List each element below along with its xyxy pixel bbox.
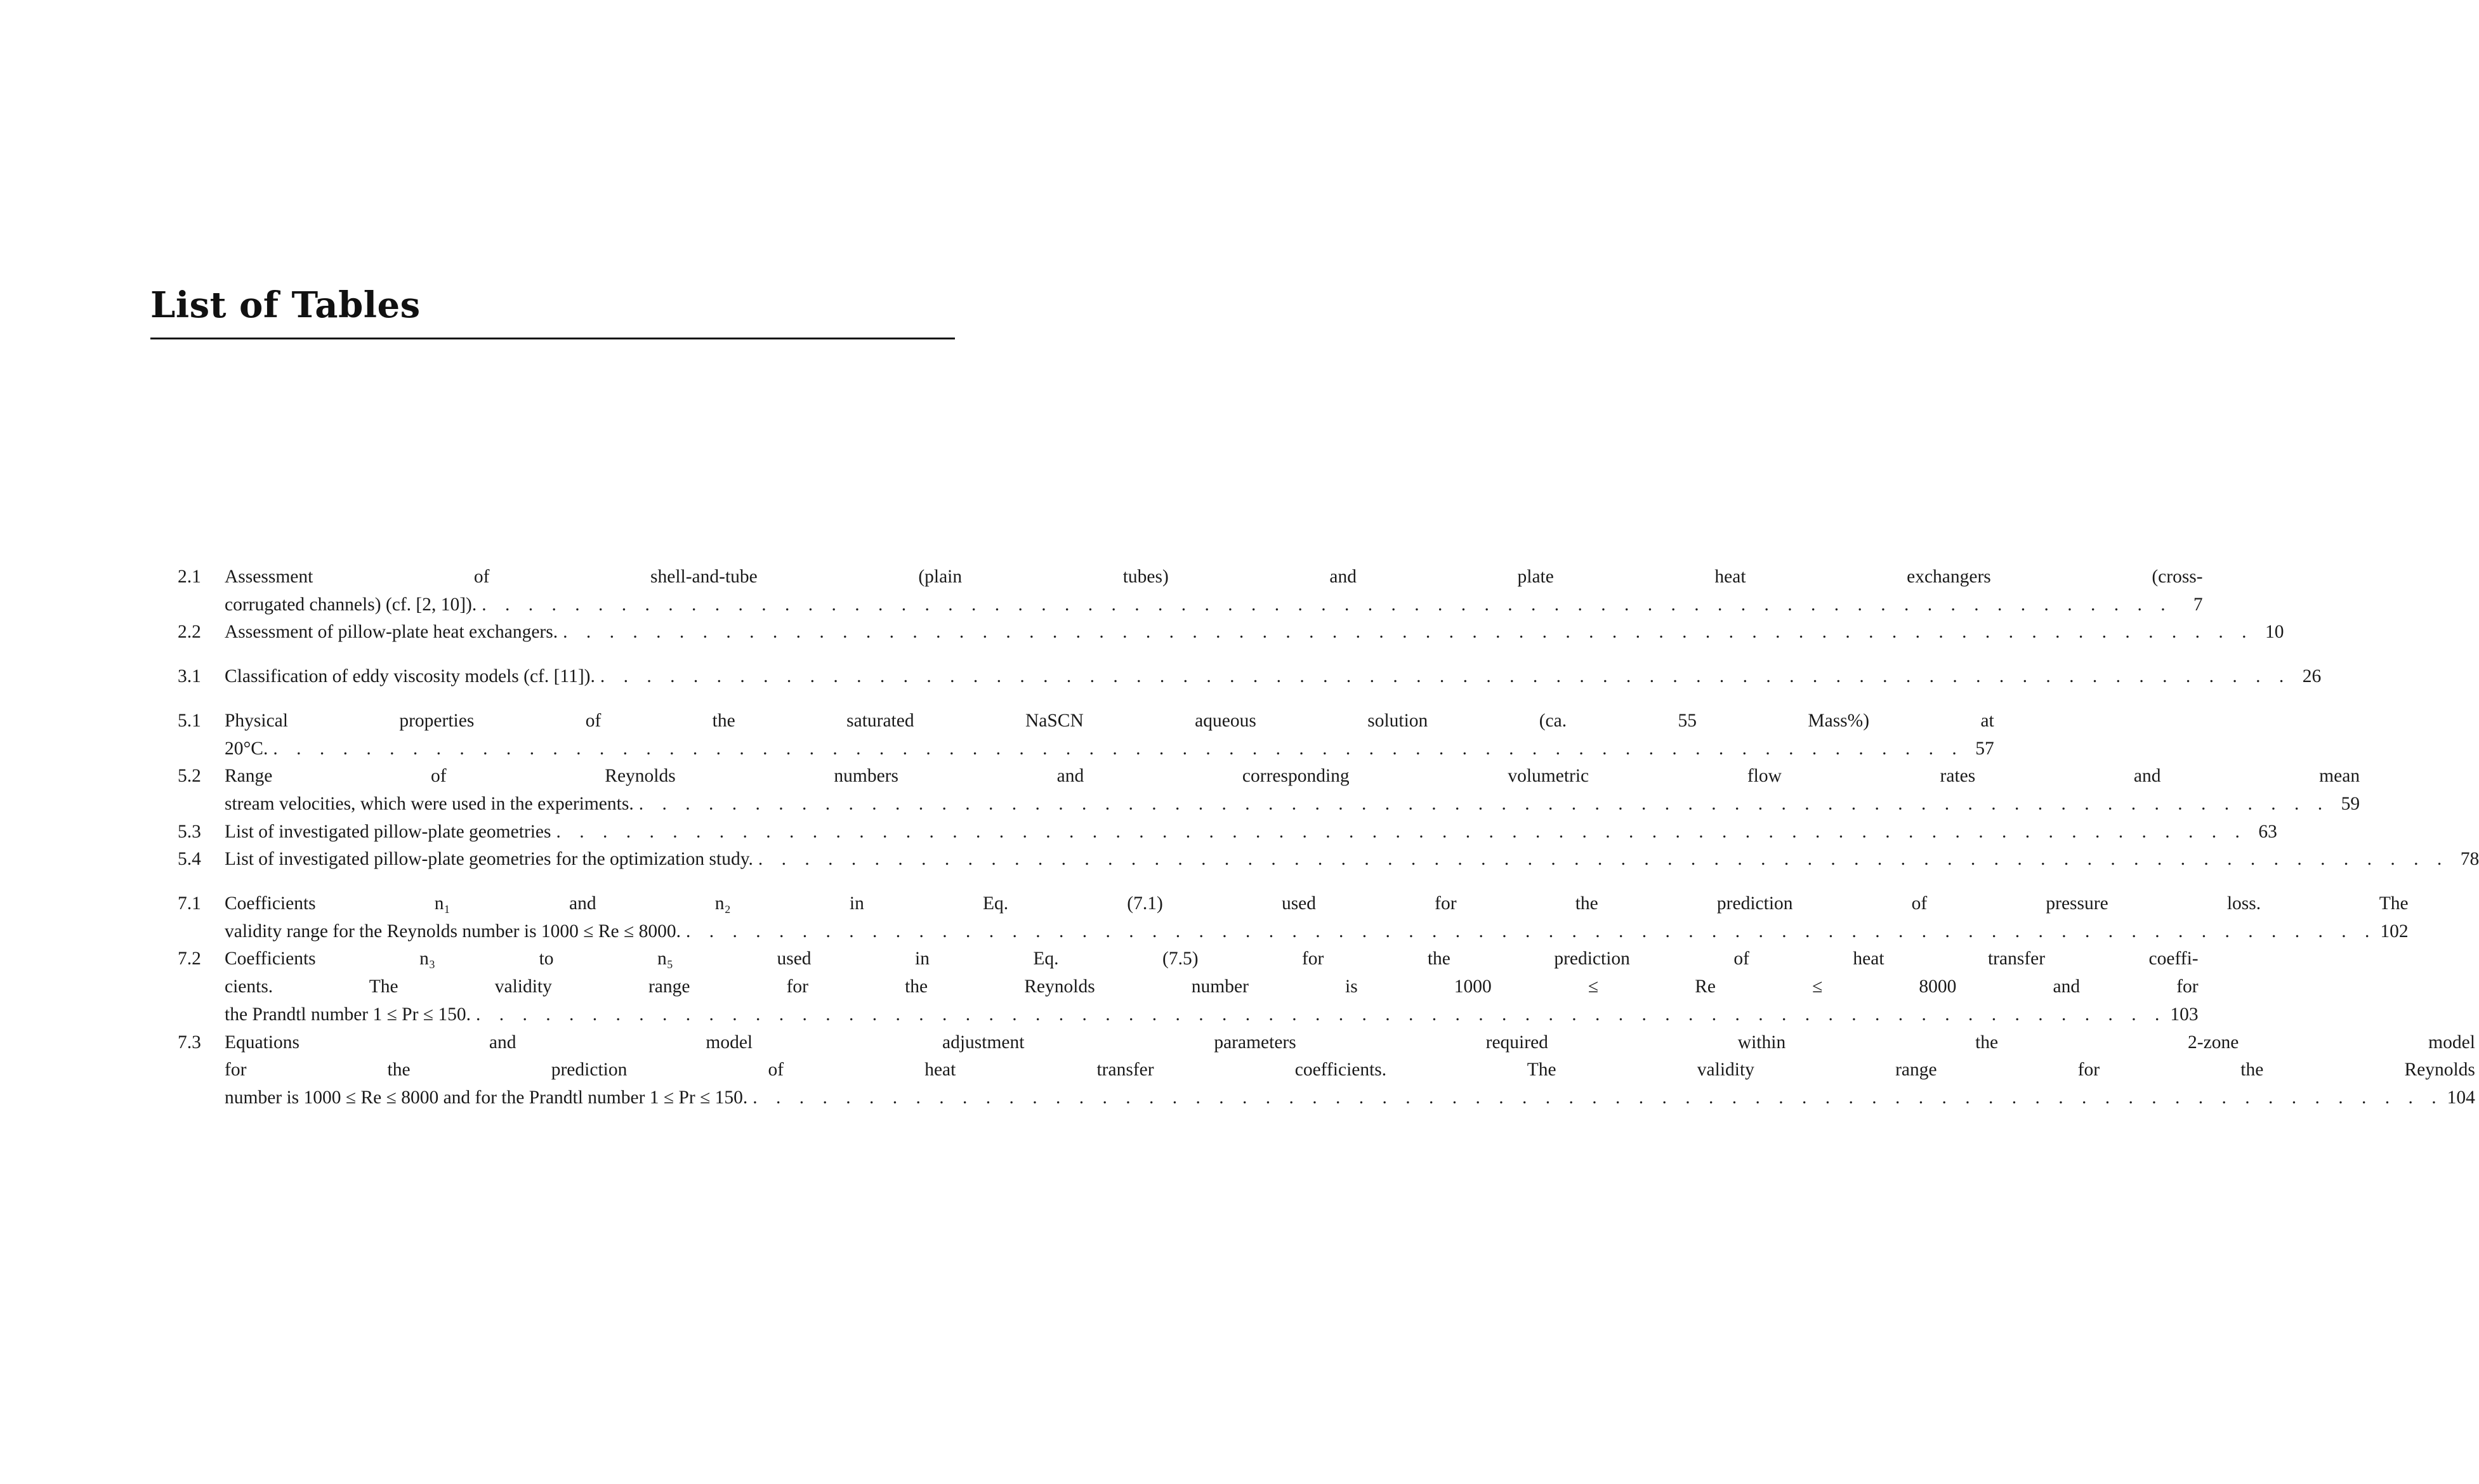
page-number[interactable]: 103	[2170, 1004, 2199, 1025]
caption-line: corrugated channels) (cf. [2, 10]).	[225, 594, 477, 615]
caption-line: the Prandtl number 1 ≤ Pr ≤ 150.	[225, 1004, 471, 1025]
table-entry[interactable]	[178, 707, 1994, 763]
table-caption	[225, 663, 2321, 691]
table-number: 2.1	[178, 567, 201, 587]
table-caption	[225, 763, 2360, 818]
table-entry[interactable]	[178, 846, 2479, 874]
caption-last-line	[225, 918, 2409, 946]
caption-line: Physical properties of the saturated NaSCN aqueous solution (ca. 55 Mass%) at	[225, 710, 1994, 731]
caption-last-line	[225, 591, 2203, 619]
list-of-tables	[178, 563, 2479, 1112]
table-number: 5.3	[178, 821, 201, 842]
caption-line: Assessment of shell-and-tube (plain tubes) and plate heat exchangers (cross-	[225, 567, 2203, 587]
page-number[interactable]: 78	[2460, 849, 2479, 870]
table-caption	[225, 945, 2199, 1028]
caption-line: number is 1000 ≤ Re ≤ 8000 and for the Prandtl number 1 ≤ Pr ≤ 150.	[225, 1087, 748, 1108]
entry-group	[178, 663, 2322, 691]
caption-line: Range of Reynolds numbers and corresponding volumetric flow rates and mean	[225, 766, 2360, 787]
caption-line: List of investigated pillow-plate geometries	[225, 821, 551, 842]
caption-last-line	[225, 846, 2479, 874]
caption-line: Assessment of pillow-plate heat exchangers.	[225, 622, 558, 643]
table-caption	[225, 890, 2409, 945]
caption-line: 20°C.	[225, 738, 268, 759]
caption-line: List of investigated pillow-plate geometries for the optimization study.	[225, 849, 753, 870]
caption-line: cients. The validity range for the Reynolds number is 1000 ≤ Re ≤ 8000 and for	[225, 976, 2199, 997]
table-caption	[225, 818, 2277, 846]
table-number: 5.1	[178, 710, 201, 731]
caption-last-line	[225, 791, 2360, 818]
table-entry[interactable]	[178, 945, 2199, 1028]
table-entry[interactable]	[178, 763, 2360, 818]
table-number: 5.4	[178, 849, 201, 870]
table-number: 7.3	[178, 1032, 201, 1053]
table-caption	[225, 1029, 2475, 1112]
page-number[interactable]: 59	[2341, 793, 2360, 814]
caption-last-line	[225, 1084, 2475, 1112]
table-entry[interactable]	[178, 818, 2277, 846]
table-caption	[225, 563, 2203, 619]
entry-group	[178, 707, 2479, 874]
caption-last-line	[225, 735, 1994, 763]
caption-line: Classification of eddy viscosity models (cf. [11]).	[225, 666, 595, 687]
dot-leader	[634, 791, 2329, 818]
table-entry[interactable]	[178, 563, 2203, 619]
caption-line: Coefficients n₁ and n₂ in Eq. (7.1) used for the prediction of pressure loss. The	[225, 893, 2409, 914]
table-entry[interactable]	[178, 619, 2284, 647]
table-caption	[225, 707, 1994, 763]
page-number[interactable]: 7	[2193, 594, 2203, 615]
dot-leader	[477, 591, 2172, 619]
page-number[interactable]: 10	[2265, 622, 2284, 643]
table-number: 2.2	[178, 622, 201, 643]
page-number[interactable]: 102	[2380, 921, 2409, 942]
table-caption	[225, 846, 2479, 874]
caption-line: Equations and model adjustment parameters required within the 2-zone model	[225, 1032, 2475, 1053]
table-entry[interactable]	[178, 663, 2322, 691]
dot-leader	[753, 846, 2449, 874]
dot-leader	[471, 1001, 2166, 1029]
caption-line: for the prediction of heat transfer coefficients. The validity range for the Reynolds	[225, 1060, 2475, 1080]
table-number: 7.2	[178, 949, 201, 969]
dot-leader	[595, 663, 2291, 691]
caption-last-line	[225, 818, 2277, 846]
table-number: 7.1	[178, 893, 201, 914]
caption-last-line	[225, 619, 2284, 647]
table-number: 5.2	[178, 766, 201, 787]
table-entry[interactable]	[178, 1029, 2475, 1112]
caption-line: Coefficients n₃ to n₅ used in Eq. (7.5) for the prediction of heat transfer coeffi-	[225, 949, 2199, 969]
dot-leader	[551, 818, 2246, 846]
title-divider	[150, 338, 955, 339]
entry-group	[178, 890, 2475, 1112]
page-title: List of Tables	[150, 284, 421, 326]
page-number[interactable]: 57	[1975, 738, 1994, 759]
page-number[interactable]: 63	[2258, 821, 2277, 842]
dot-leader	[681, 918, 2376, 946]
table-entry[interactable]	[178, 890, 2409, 945]
dot-leader	[747, 1084, 2443, 1112]
caption-line: stream velocities, which were used in the experiments.	[225, 793, 634, 814]
caption-last-line	[225, 1001, 2199, 1029]
caption-last-line	[225, 663, 2321, 691]
caption-line: validity range for the Reynolds number is 1000 ≤ Re ≤ 8000.	[225, 921, 681, 942]
page-number[interactable]: 104	[2447, 1087, 2475, 1108]
table-caption	[225, 619, 2284, 647]
dot-leader	[268, 735, 1963, 763]
dot-leader	[558, 619, 2253, 647]
page-number[interactable]: 26	[2302, 666, 2322, 687]
entry-group	[178, 563, 2284, 647]
table-number: 3.1	[178, 666, 201, 687]
